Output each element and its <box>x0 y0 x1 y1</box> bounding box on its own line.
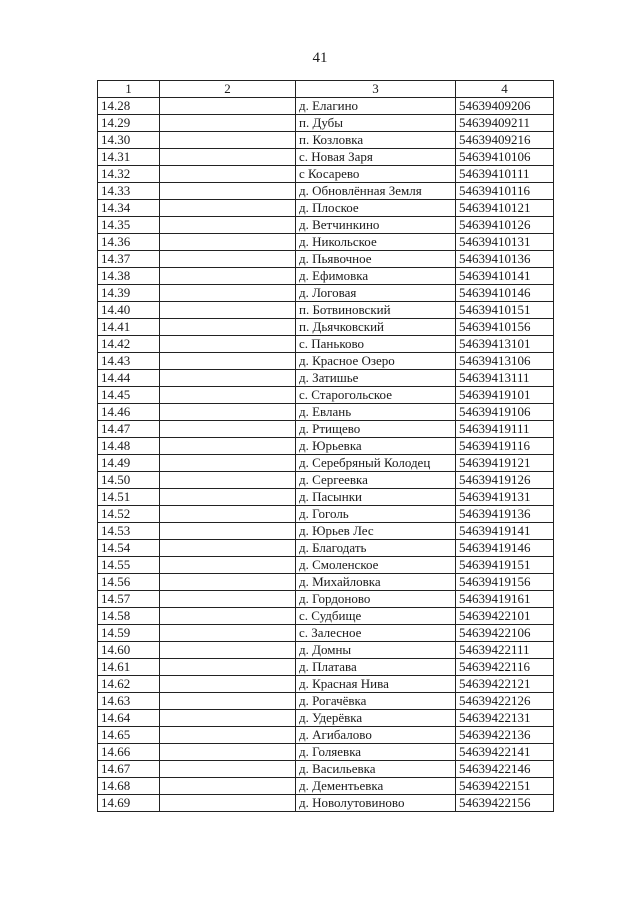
table-row <box>98 523 554 540</box>
empty-cell <box>160 727 296 744</box>
row-number-cell: 14.65 <box>98 727 160 744</box>
row-number-cell: 14.61 <box>98 659 160 676</box>
oktmo-code-cell: 54639419101 <box>456 387 554 404</box>
column-header-1: 1 <box>98 81 160 98</box>
row-number-cell: 14.33 <box>98 183 160 200</box>
settlement-name-cell: д. Ртищево <box>296 421 456 438</box>
empty-cell <box>160 370 296 387</box>
table-row <box>98 387 554 404</box>
empty-cell <box>160 149 296 166</box>
table-row <box>98 727 554 744</box>
empty-cell <box>160 608 296 625</box>
oktmo-code-cell: 54639422121 <box>456 676 554 693</box>
row-number-cell: 14.50 <box>98 472 160 489</box>
empty-cell <box>160 625 296 642</box>
settlement-name-cell: с. Залесное <box>296 625 456 642</box>
row-number-cell: 14.42 <box>98 336 160 353</box>
table-row <box>98 710 554 727</box>
settlement-name-cell: с. Паньково <box>296 336 456 353</box>
table-row <box>98 676 554 693</box>
oktmo-code-cell: 54639422116 <box>456 659 554 676</box>
table-row <box>98 778 554 795</box>
settlement-name-cell: д. Домны <box>296 642 456 659</box>
settlement-name-cell: д. Гордоново <box>296 591 456 608</box>
oktmo-code-cell: 54639413101 <box>456 336 554 353</box>
oktmo-code-cell: 54639409216 <box>456 132 554 149</box>
settlement-name-cell: д. Евлань <box>296 404 456 421</box>
empty-cell <box>160 353 296 370</box>
table-row <box>98 693 554 710</box>
table-header-row <box>98 81 554 98</box>
settlement-name-cell: д. Юрьев Лес <box>296 523 456 540</box>
row-number-cell: 14.66 <box>98 744 160 761</box>
settlement-name-cell: с Косарево <box>296 166 456 183</box>
column-header-3: 3 <box>296 81 456 98</box>
table-row <box>98 336 554 353</box>
oktmo-code-cell: 54639410131 <box>456 234 554 251</box>
row-number-cell: 14.47 <box>98 421 160 438</box>
oktmo-code-cell: 54639422146 <box>456 761 554 778</box>
oktmo-code-cell: 54639419146 <box>456 540 554 557</box>
table-row <box>98 795 554 812</box>
empty-cell <box>160 693 296 710</box>
table-row <box>98 234 554 251</box>
settlement-name-cell: д. Логовая <box>296 285 456 302</box>
oktmo-code-cell: 54639410106 <box>456 149 554 166</box>
row-number-cell: 14.32 <box>98 166 160 183</box>
settlement-name-cell: д. Затишье <box>296 370 456 387</box>
oktmo-code-cell: 54639410116 <box>456 183 554 200</box>
row-number-cell: 14.62 <box>98 676 160 693</box>
row-number-cell: 14.39 <box>98 285 160 302</box>
settlement-name-cell: с. Новая Заря <box>296 149 456 166</box>
oktmo-code-cell: 54639419121 <box>456 455 554 472</box>
table-row <box>98 455 554 472</box>
table-row <box>98 183 554 200</box>
empty-cell <box>160 387 296 404</box>
oktmo-code-cell: 54639419141 <box>456 523 554 540</box>
table-row <box>98 608 554 625</box>
table-row <box>98 761 554 778</box>
empty-cell <box>160 132 296 149</box>
settlement-name-cell: д. Сергеевка <box>296 472 456 489</box>
oktmo-code-cell: 54639422141 <box>456 744 554 761</box>
oktmo-code-cell: 54639422156 <box>456 795 554 812</box>
settlement-name-cell: д. Плоское <box>296 200 456 217</box>
oktmo-code-cell: 54639419151 <box>456 557 554 574</box>
row-number-cell: 14.55 <box>98 557 160 574</box>
row-number-cell: 14.68 <box>98 778 160 795</box>
empty-cell <box>160 506 296 523</box>
empty-cell <box>160 302 296 319</box>
settlement-name-cell: д. Ветчинкино <box>296 217 456 234</box>
settlement-name-cell: д. Пьявочное <box>296 251 456 268</box>
table-row <box>98 489 554 506</box>
table-row <box>98 149 554 166</box>
page-number: 41 <box>312 50 328 66</box>
empty-cell <box>160 285 296 302</box>
empty-cell <box>160 659 296 676</box>
row-number-cell: 14.34 <box>98 200 160 217</box>
table-row <box>98 625 554 642</box>
table-row <box>98 506 554 523</box>
column-header-2: 2 <box>160 81 296 98</box>
settlement-name-cell: д. Серебряный Колодец <box>296 455 456 472</box>
table-row <box>98 659 554 676</box>
row-number-cell: 14.45 <box>98 387 160 404</box>
table-row <box>98 166 554 183</box>
settlement-name-cell: п. Дубы <box>296 115 456 132</box>
settlement-name-cell: д. Благодать <box>296 540 456 557</box>
row-number-cell: 14.35 <box>98 217 160 234</box>
empty-cell <box>160 438 296 455</box>
table-row <box>98 319 554 336</box>
table-row <box>98 591 554 608</box>
settlement-name-cell: д. Михайловка <box>296 574 456 591</box>
empty-cell <box>160 268 296 285</box>
oktmo-code-cell: 54639422136 <box>456 727 554 744</box>
row-number-cell: 14.31 <box>98 149 160 166</box>
row-number-cell: 14.41 <box>98 319 160 336</box>
row-number-cell: 14.58 <box>98 608 160 625</box>
row-number-cell: 14.53 <box>98 523 160 540</box>
oktmo-code-cell: 54639410156 <box>456 319 554 336</box>
oktmo-code-cell: 54639419136 <box>456 506 554 523</box>
row-number-cell: 14.52 <box>98 506 160 523</box>
settlement-name-cell: д. Гоголь <box>296 506 456 523</box>
settlement-name-cell: д. Дементьевка <box>296 778 456 795</box>
row-number-cell: 14.37 <box>98 251 160 268</box>
table-row <box>98 268 554 285</box>
column-header-4: 4 <box>456 81 554 98</box>
row-number-cell: 14.43 <box>98 353 160 370</box>
empty-cell <box>160 251 296 268</box>
table-row <box>98 438 554 455</box>
settlement-name-cell: п. Козловка <box>296 132 456 149</box>
oktmo-code-cell: 54639413111 <box>456 370 554 387</box>
row-number-cell: 14.57 <box>98 591 160 608</box>
oktmo-code-cell: 54639422106 <box>456 625 554 642</box>
empty-cell <box>160 540 296 557</box>
table-row <box>98 285 554 302</box>
settlement-name-cell: д. Ефимовка <box>296 268 456 285</box>
oktmo-code-cell: 54639422101 <box>456 608 554 625</box>
row-number-cell: 14.40 <box>98 302 160 319</box>
settlement-name-cell: д. Смоленское <box>296 557 456 574</box>
row-number-cell: 14.38 <box>98 268 160 285</box>
empty-cell <box>160 200 296 217</box>
settlement-name-cell: с. Судбище <box>296 608 456 625</box>
table-row <box>98 115 554 132</box>
oktmo-code-cell: 54639410141 <box>456 268 554 285</box>
oktmo-code-cell: 54639422111 <box>456 642 554 659</box>
oktmo-code-cell: 54639419161 <box>456 591 554 608</box>
oktmo-code-cell: 54639410121 <box>456 200 554 217</box>
empty-cell <box>160 404 296 421</box>
row-number-cell: 14.36 <box>98 234 160 251</box>
row-number-cell: 14.59 <box>98 625 160 642</box>
row-number-cell: 14.44 <box>98 370 160 387</box>
table-row <box>98 472 554 489</box>
table-row <box>98 744 554 761</box>
settlement-name-cell: д. Юрьевка <box>296 438 456 455</box>
table-row <box>98 370 554 387</box>
empty-cell <box>160 523 296 540</box>
oktmo-code-cell: 54639419106 <box>456 404 554 421</box>
empty-cell <box>160 795 296 812</box>
row-number-cell: 14.49 <box>98 455 160 472</box>
table-row <box>98 574 554 591</box>
table-row <box>98 421 554 438</box>
settlement-name-cell: п. Ботвиновский <box>296 302 456 319</box>
row-number-cell: 14.28 <box>98 98 160 115</box>
row-number-cell: 14.51 <box>98 489 160 506</box>
table-row <box>98 200 554 217</box>
settlement-name-cell: д. Елагино <box>296 98 456 115</box>
empty-cell <box>160 778 296 795</box>
table-row <box>98 353 554 370</box>
settlement-name-cell: д. Платава <box>296 659 456 676</box>
empty-cell <box>160 710 296 727</box>
table-row <box>98 642 554 659</box>
row-number-cell: 14.67 <box>98 761 160 778</box>
table-row <box>98 302 554 319</box>
table-row <box>98 132 554 149</box>
empty-cell <box>160 98 296 115</box>
row-number-cell: 14.60 <box>98 642 160 659</box>
empty-cell <box>160 336 296 353</box>
empty-cell <box>160 676 296 693</box>
oktmo-code-cell: 54639410111 <box>456 166 554 183</box>
empty-cell <box>160 472 296 489</box>
oktmo-code-cell: 54639419111 <box>456 421 554 438</box>
settlement-name-cell: д. Голяевка <box>296 744 456 761</box>
settlement-name-cell: д. Пасынки <box>296 489 456 506</box>
table-row <box>98 540 554 557</box>
empty-cell <box>160 557 296 574</box>
empty-cell <box>160 642 296 659</box>
empty-cell <box>160 455 296 472</box>
oktmo-code-cell: 54639413106 <box>456 353 554 370</box>
settlement-name-cell: д. Новолутовиново <box>296 795 456 812</box>
oktmo-code-cell: 54639410146 <box>456 285 554 302</box>
row-number-cell: 14.69 <box>98 795 160 812</box>
settlement-name-cell: д. Васильевка <box>296 761 456 778</box>
table-row <box>98 251 554 268</box>
empty-cell <box>160 234 296 251</box>
row-number-cell: 14.64 <box>98 710 160 727</box>
settlement-name-cell: д. Удерёвка <box>296 710 456 727</box>
row-number-cell: 14.46 <box>98 404 160 421</box>
oktmo-code-cell: 54639419131 <box>456 489 554 506</box>
oktmo-code-cell: 54639422126 <box>456 693 554 710</box>
oktmo-code-cell: 54639409206 <box>456 98 554 115</box>
table-row <box>98 98 554 115</box>
settlements-table <box>97 80 554 812</box>
row-number-cell: 14.54 <box>98 540 160 557</box>
oktmo-code-cell: 54639410151 <box>456 302 554 319</box>
oktmo-code-cell: 54639409211 <box>456 115 554 132</box>
table-row <box>98 557 554 574</box>
empty-cell <box>160 574 296 591</box>
empty-cell <box>160 319 296 336</box>
settlement-name-cell: с. Старогольское <box>296 387 456 404</box>
empty-cell <box>160 489 296 506</box>
empty-cell <box>160 761 296 778</box>
empty-cell <box>160 183 296 200</box>
settlement-name-cell: д. Обновлённая Земля <box>296 183 456 200</box>
row-number-cell: 14.30 <box>98 132 160 149</box>
row-number-cell: 14.48 <box>98 438 160 455</box>
settlement-name-cell: п. Дьячковский <box>296 319 456 336</box>
row-number-cell: 14.29 <box>98 115 160 132</box>
empty-cell <box>160 166 296 183</box>
empty-cell <box>160 217 296 234</box>
table-row <box>98 217 554 234</box>
settlement-name-cell: д. Рогачёвка <box>296 693 456 710</box>
oktmo-code-cell: 54639419116 <box>456 438 554 455</box>
settlement-name-cell: д. Красная Нива <box>296 676 456 693</box>
settlement-name-cell: д. Агибалово <box>296 727 456 744</box>
table-row <box>98 404 554 421</box>
empty-cell <box>160 744 296 761</box>
table-body <box>98 81 554 812</box>
settlement-name-cell: д. Красное Озеро <box>296 353 456 370</box>
empty-cell <box>160 591 296 608</box>
oktmo-code-cell: 54639422151 <box>456 778 554 795</box>
empty-cell <box>160 421 296 438</box>
oktmo-code-cell: 54639410136 <box>456 251 554 268</box>
empty-cell <box>160 115 296 132</box>
oktmo-code-cell: 54639422131 <box>456 710 554 727</box>
settlement-name-cell: д. Никольское <box>296 234 456 251</box>
oktmo-code-cell: 54639410126 <box>456 217 554 234</box>
oktmo-code-cell: 54639419156 <box>456 574 554 591</box>
row-number-cell: 14.56 <box>98 574 160 591</box>
oktmo-code-cell: 54639419126 <box>456 472 554 489</box>
row-number-cell: 14.63 <box>98 693 160 710</box>
